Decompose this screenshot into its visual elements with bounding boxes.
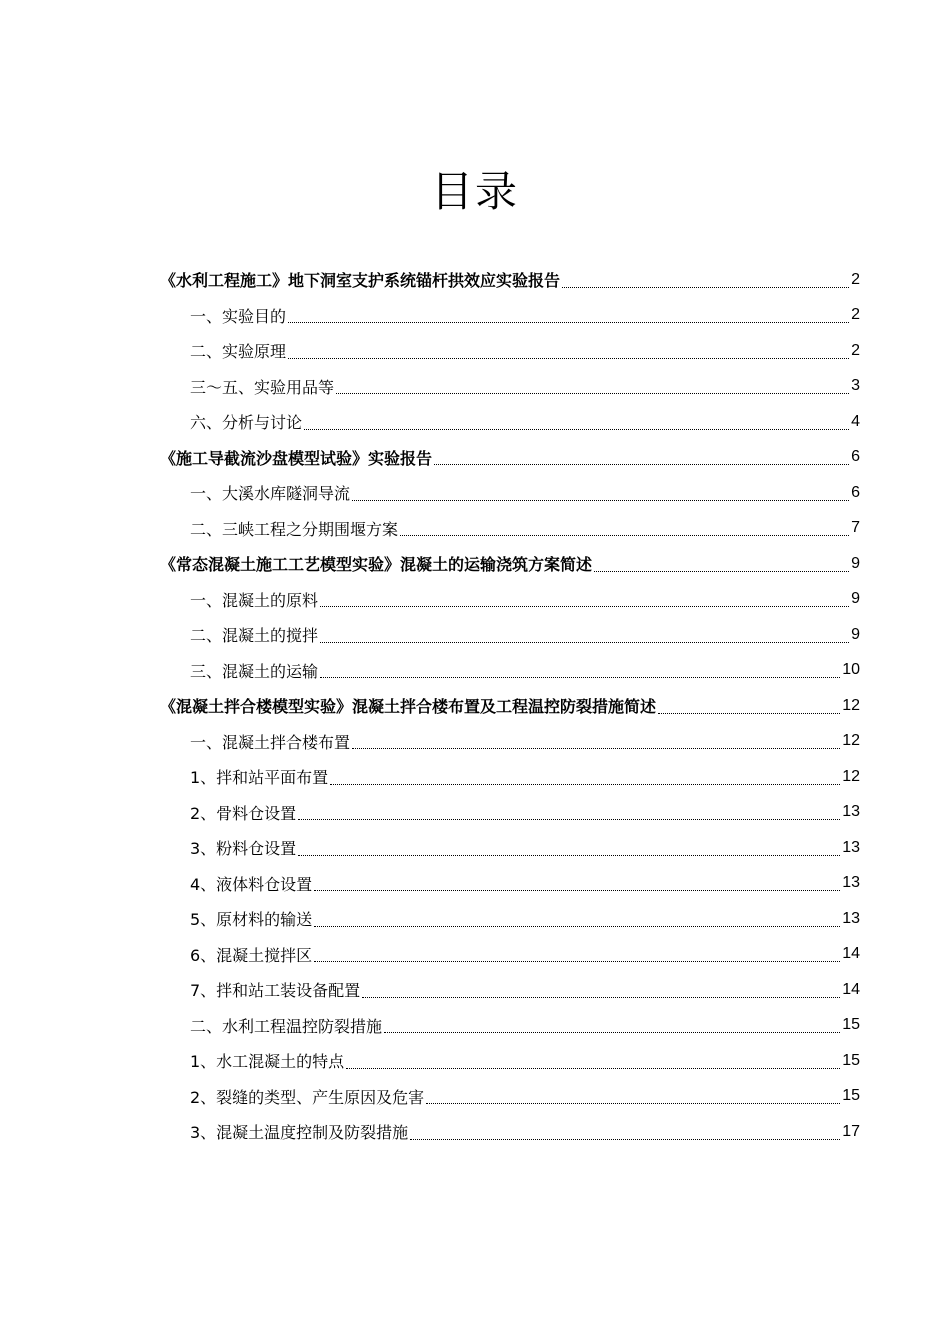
toc-dot-leader (288, 357, 849, 359)
toc-entry[interactable] (160, 972, 860, 1008)
toc-dot-leader (362, 996, 840, 998)
toc-dot-leader (336, 392, 849, 394)
toc-dot-leader (400, 534, 849, 536)
toc-entry-page-number: 13 (842, 909, 860, 927)
toc-entry[interactable] (160, 582, 860, 618)
toc-entry-page-number: 2 (851, 341, 860, 359)
toc-entry-page-number: 15 (842, 1087, 860, 1105)
toc-entry-text: 六、分析与讨论 (190, 413, 303, 433)
toc-entry[interactable] (160, 440, 860, 476)
toc-entry-text: 5、原材料的输送 (190, 910, 313, 930)
toc-entry[interactable] (160, 653, 860, 689)
toc-dot-leader (298, 854, 840, 856)
toc-dot-leader (304, 428, 849, 430)
toc-dot-leader (346, 1067, 840, 1069)
toc-dot-leader (288, 321, 849, 323)
toc-dot-leader (314, 960, 840, 962)
toc-entry-text: 2、裂缝的类型、产生原因及危害 (190, 1087, 425, 1107)
toc-entry-page-number: 15 (842, 1051, 860, 1069)
toc-entry-page-number: 17 (842, 1122, 860, 1140)
toc-entry[interactable] (160, 866, 860, 902)
page-title: 目录 (430, 167, 519, 217)
toc-dot-leader (320, 641, 849, 643)
toc-entry[interactable] (160, 795, 860, 831)
toc-entry-page-number: 9 (851, 590, 860, 608)
toc-dot-leader (594, 570, 849, 572)
table-of-contents (160, 262, 860, 1150)
toc-dot-leader (658, 712, 840, 714)
toc-entry-text: 7、拌和站工装设备配置 (190, 981, 361, 1001)
toc-entry-page-number: 12 (842, 696, 860, 714)
toc-entry[interactable] (160, 688, 860, 724)
toc-entry-text: 6、混凝土搅拌区 (190, 945, 313, 965)
toc-entry-page-number: 9 (851, 554, 860, 572)
toc-entry-text: 2、骨料仓设置 (190, 803, 297, 823)
toc-entry[interactable] (160, 262, 860, 298)
toc-entry-page-number: 13 (842, 838, 860, 856)
toc-entry-text: 1、拌和站平面布置 (190, 768, 329, 788)
toc-entry-text: 一、实验目的 (190, 306, 287, 326)
toc-entry-text: 4、液体料仓设置 (190, 874, 313, 894)
toc-entry-text: 1、水工混凝土的特点 (190, 1052, 345, 1072)
toc-entry[interactable] (160, 546, 860, 582)
toc-entry-page-number: 2 (851, 306, 860, 324)
toc-entry[interactable] (160, 937, 860, 973)
toc-entry-page-number: 7 (851, 519, 860, 537)
toc-entry-page-number: 10 (842, 661, 860, 679)
toc-dot-leader (384, 1031, 840, 1033)
toc-dot-leader (352, 499, 849, 501)
toc-entry[interactable] (160, 1043, 860, 1079)
toc-entry-page-number: 2 (851, 270, 860, 288)
toc-entry-text: 《施工导截流沙盘模型试验》实验报告 (160, 448, 433, 468)
toc-entry-page-number: 12 (842, 767, 860, 785)
toc-entry[interactable] (160, 1079, 860, 1115)
toc-entry[interactable] (160, 404, 860, 440)
toc-entry-text: 《水利工程施工》地下洞室支护系统锚杆拱效应实验报告 (160, 271, 561, 291)
toc-entry-page-number: 13 (842, 803, 860, 821)
toc-dot-leader (298, 818, 840, 820)
toc-entry-page-number: 13 (842, 874, 860, 892)
toc-dot-leader (434, 463, 849, 465)
toc-entry-page-number: 12 (842, 732, 860, 750)
toc-entry-text: 一、大溪水库隧洞导流 (190, 484, 351, 504)
toc-entry-text: 二、水利工程温控防裂措施 (190, 1016, 383, 1036)
toc-entry-page-number: 6 (851, 483, 860, 501)
toc-entry[interactable] (160, 1008, 860, 1044)
toc-dot-leader (314, 925, 840, 927)
toc-dot-leader (330, 783, 840, 785)
toc-entry-text: 二、三峡工程之分期围堰方案 (190, 519, 399, 539)
toc-entry-page-number: 6 (851, 448, 860, 466)
toc-entry-text: 三、混凝土的运输 (190, 661, 319, 681)
toc-entry-page-number: 14 (842, 945, 860, 963)
toc-entry[interactable] (160, 901, 860, 937)
toc-dot-leader (314, 889, 840, 891)
toc-entry-page-number: 15 (842, 1016, 860, 1034)
toc-entry-page-number: 4 (851, 412, 860, 430)
toc-entry[interactable] (160, 298, 860, 334)
toc-entry[interactable] (160, 617, 860, 653)
toc-entry[interactable] (160, 333, 860, 369)
toc-dot-leader (320, 605, 849, 607)
toc-dot-leader (562, 286, 849, 288)
toc-entry-text: 二、混凝土的搅拌 (190, 626, 319, 646)
toc-entry-text: 3、粉料仓设置 (190, 839, 297, 859)
toc-entry[interactable] (160, 1114, 860, 1150)
toc-entry[interactable] (160, 724, 860, 760)
toc-entry-text: 二、实验原理 (190, 342, 287, 362)
toc-dot-leader (320, 676, 840, 678)
toc-entry-page-number: 3 (851, 377, 860, 395)
toc-dot-leader (410, 1138, 840, 1140)
toc-entry[interactable] (160, 759, 860, 795)
toc-entry[interactable] (160, 511, 860, 547)
toc-entry-text: 一、混凝土的原料 (190, 590, 319, 610)
toc-entry-page-number: 14 (842, 980, 860, 998)
toc-entry[interactable] (160, 369, 860, 405)
toc-dot-leader (426, 1102, 840, 1104)
toc-entry-page-number: 9 (851, 625, 860, 643)
toc-entry-text: 一、混凝土拌合楼布置 (190, 732, 351, 752)
toc-entry-text: 《混凝土拌合楼模型实验》混凝土拌合楼布置及工程温控防裂措施简述 (160, 697, 657, 717)
toc-entry-text: 《常态混凝土施工工艺模型实验》混凝土的运输浇筑方案简述 (160, 555, 593, 575)
toc-entry-text: 3、混凝土温度控制及防裂措施 (190, 1123, 409, 1143)
toc-entry[interactable] (160, 830, 860, 866)
toc-entry-text: 三～五、实验用品等 (190, 377, 335, 397)
toc-dot-leader (352, 747, 840, 749)
toc-entry[interactable] (160, 475, 860, 511)
